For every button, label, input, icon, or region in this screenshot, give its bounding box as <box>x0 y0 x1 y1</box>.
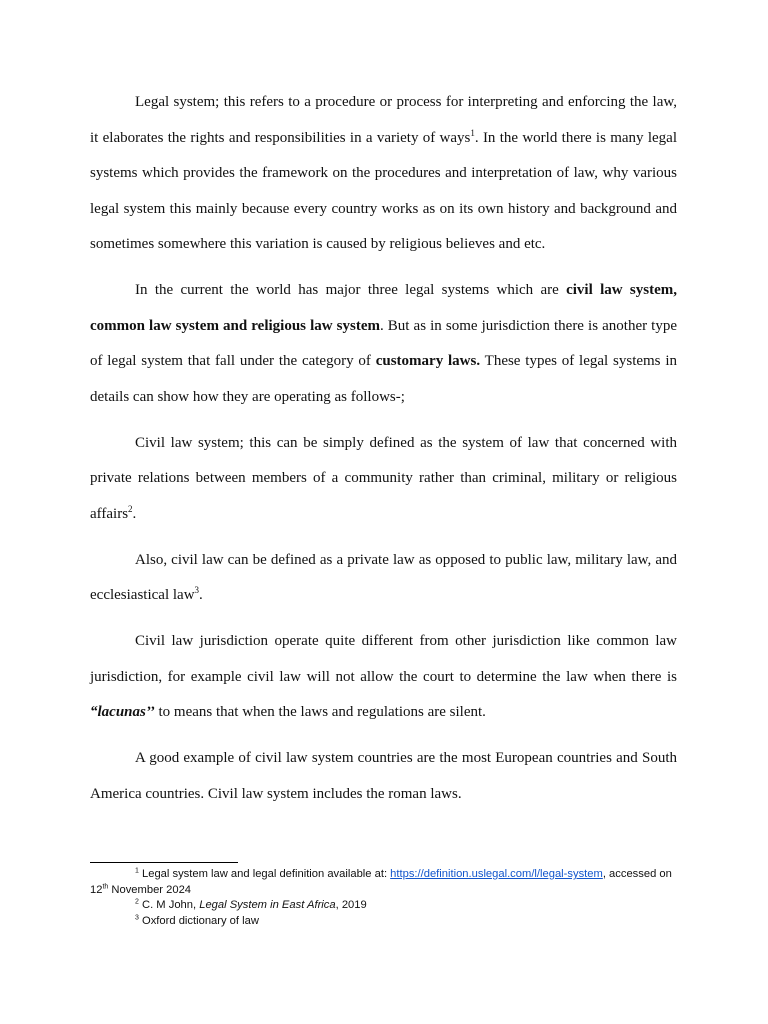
footnote-number: 2 <box>135 898 139 906</box>
ordinal-suffix: th <box>102 882 109 890</box>
bold-text: civil law system, common law system and religious law system <box>90 282 677 334</box>
paragraph-text: Also, civil law can be defined as a private law as opposed to public law, military law, and ecclesiastical law <box>90 551 677 603</box>
footnotes-section <box>90 867 678 929</box>
footnote-text: November 2024 <box>108 883 192 896</box>
footnote-ref-2[interactable]: 2 <box>128 503 133 514</box>
paragraph-text: . In the world there is many legal systems which provides the framework on the procedures and interpretation of law, why various legal system this mainly because every country works as on its own history and background and sometimes somewhere this variation is caused by religious believes and etc. <box>90 129 677 252</box>
footnote-text: C. M John, <box>138 899 200 911</box>
footnote-text: , accessed on 12 <box>90 868 672 896</box>
paragraph-text: Civil law system; this can be simply defined as the system of law that concerned with private relations between members of a community rather than criminal, military or religious affairs <box>90 434 677 522</box>
footnote-text: , 2019 <box>335 899 367 911</box>
paragraph-text: Civil law jurisdiction operate quite different from other jurisdiction like common law jurisdiction, for example civil law will not allow the court to determine the law when there is <box>90 633 677 685</box>
paragraph-text: In the current the world has major three legal systems which are <box>135 282 567 298</box>
paragraph-text: A good example of civil law system countries are the most European countries and South America countries. Civil law system includes the roman laws. <box>90 750 677 802</box>
paragraph-civil-law-definition <box>90 426 677 533</box>
paragraph-jurisdiction <box>90 624 677 731</box>
footnote-ref-3[interactable]: 3 <box>194 585 200 595</box>
paragraph-text: . <box>132 505 137 522</box>
footnote-text: Oxford dictionary of law <box>138 914 259 927</box>
paragraph-text: to means that when the laws and regulations are silent. <box>154 704 486 720</box>
paragraph-text: . But as in some jurisdiction there is another type of legal system that fall under the category of <box>90 317 677 369</box>
paragraph-text: These types of legal systems in details can show how they are operating as follows-; <box>90 353 678 405</box>
bold-italic-text: “lacunas’’ <box>90 704 155 720</box>
footnote-text: Legal system law and legal definition available at: <box>138 868 391 880</box>
paragraph-text: . <box>199 587 203 603</box>
footnote-number: 1 <box>135 867 139 875</box>
footnote-number: 3 <box>135 913 139 921</box>
paragraph-examples <box>90 741 677 812</box>
bold-text: customary laws. <box>375 353 481 369</box>
paragraph-legal-system <box>90 85 677 263</box>
footnote-link[interactable]: https://definition.uslegal.com/l/legal-system <box>390 868 603 880</box>
footnote-3 <box>90 914 678 930</box>
paragraph-major-systems <box>90 273 677 415</box>
footnote-italic-title: Legal System in East Africa <box>199 899 336 911</box>
footnote-2 <box>90 898 678 914</box>
paragraph-text: Legal system; this refers to a procedure or process for interpreting and enforcing the law, it elaborates the rights and responsibilities in a variety of ways <box>90 94 677 146</box>
document-body <box>90 85 677 823</box>
footnote-separator <box>90 862 238 863</box>
footnote-1 <box>90 867 678 898</box>
footnote-ref-1[interactable]: 1 <box>470 127 475 138</box>
paragraph-private-law <box>90 543 677 614</box>
